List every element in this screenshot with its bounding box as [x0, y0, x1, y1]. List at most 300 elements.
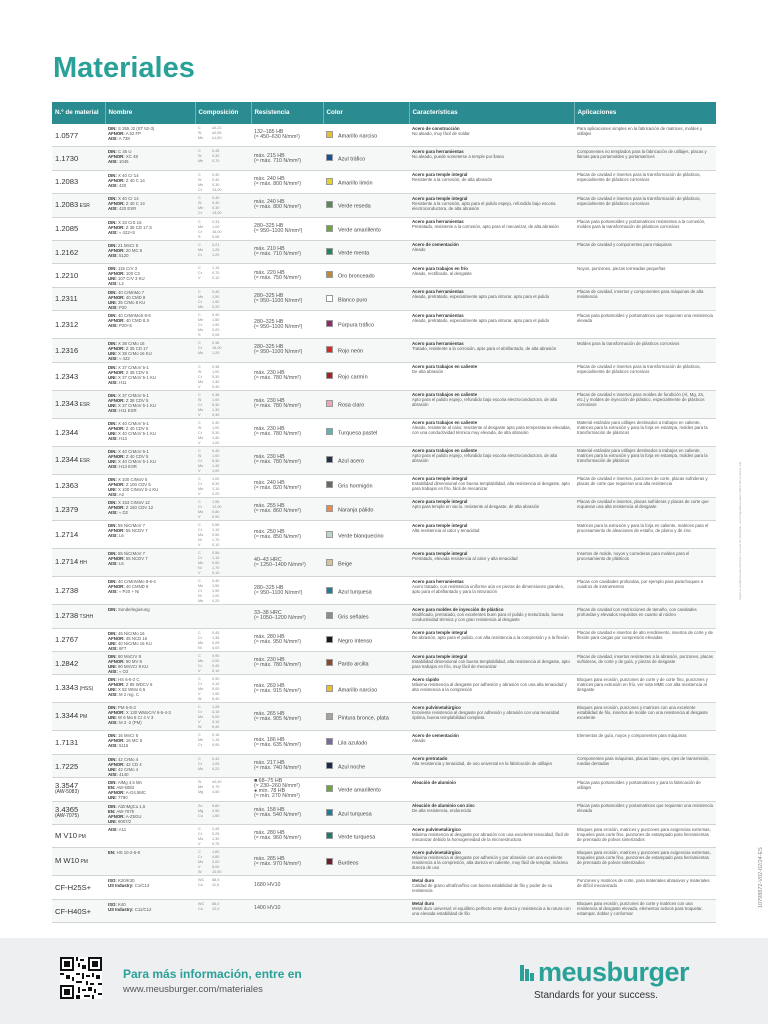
- composition-entry: 0,56: [212, 523, 220, 528]
- standard-value: 40 CrMnMoS 8-6: [118, 313, 151, 319]
- composition-elements: [198, 421, 212, 446]
- composition-entry: V: [198, 491, 201, 496]
- color-swatch-icon: [326, 372, 333, 379]
- standard-value: 55 NCDV 7: [125, 556, 148, 562]
- composition-entry: Cr: [198, 187, 203, 192]
- standard-value: Z 38 CDV 5: [125, 397, 149, 403]
- cell-composition: [195, 754, 251, 777]
- cell-strength: [251, 754, 323, 777]
- composition-elements: [198, 850, 212, 875]
- strength-value: 40–43 HRC: [254, 556, 282, 563]
- composition-entry: V: [198, 276, 201, 281]
- standard-label: AFNOR:: [108, 635, 125, 641]
- cell-composition: [195, 147, 251, 170]
- cell-material-number: [52, 147, 105, 170]
- cell-name: [105, 362, 195, 390]
- standard-label: AISI:: [108, 407, 118, 413]
- cell-applications: [574, 147, 716, 170]
- standard-label: UNI:: [108, 766, 117, 772]
- material-number: 1.3344: [55, 711, 79, 721]
- composition-entry: 1,90: [212, 692, 220, 697]
- strength-value: máx. 230 HB: [254, 398, 285, 405]
- cell-strength: [251, 778, 323, 801]
- composition-entry: Mn: [198, 659, 204, 664]
- composition-entry: 0,10: [212, 543, 220, 548]
- composition-entry: 5,60: [212, 803, 220, 808]
- cell-name: [105, 170, 195, 193]
- strength-value: (≈ máx. 635 N/mm²): [254, 741, 302, 748]
- composition-entry: ≤0,55: [212, 131, 222, 135]
- standard-label: AISI:: [108, 136, 118, 141]
- characteristic-title: Acero para herramientas: [412, 289, 464, 295]
- standard-label: AFNOR:: [108, 528, 125, 534]
- characteristic-text: Aleado: [412, 737, 426, 743]
- composition-entry: 0,70: [212, 271, 220, 276]
- cell-composition: [195, 899, 251, 922]
- application-text: Bloques para erosión, matrices y punzones para exigencias extremas, troqueles para corte fino, punzones de estampado para herramientas de prensado de polvos sinterizados: [577, 826, 711, 842]
- cell-composition: [195, 848, 251, 876]
- cell-material-number: [52, 474, 105, 497]
- meusburger-logo: [520, 957, 716, 987]
- composition-entry: Mo: [198, 328, 204, 333]
- material-suffix: ESR: [78, 401, 90, 408]
- table-row: [52, 876, 716, 899]
- color-swatch-icon: [326, 154, 333, 161]
- composition-entry: 1,00: [212, 224, 220, 229]
- composition-values: [212, 733, 226, 748]
- standard-label: AISI:: [108, 463, 118, 469]
- color-name: Gris señales: [338, 614, 369, 621]
- material-suffix: (HSS): [78, 686, 94, 693]
- composition-entry: Cr: [198, 458, 203, 463]
- composition-values: [212, 757, 226, 772]
- characteristic-title: Acero para temple integral: [412, 630, 468, 636]
- material-number: 1.2738: [55, 610, 79, 620]
- standard-label: AFNOR:: [108, 481, 125, 487]
- strength-value: (≈ 950–1100 N/mm²): [254, 297, 303, 304]
- composition-entry: ≤1,60: [212, 136, 222, 140]
- cell-applications: [574, 362, 716, 390]
- strength-value: máx. 240 HB: [254, 199, 285, 206]
- composition-entry: 1,50: [212, 294, 220, 299]
- composition-entry: 5,30: [212, 374, 220, 379]
- color-name: Azul noche: [338, 764, 366, 771]
- cell-name: [105, 652, 195, 675]
- application-text: Noyos, punzones, piezas torneadas pequeñas: [577, 265, 666, 271]
- cell-color: [323, 147, 409, 170]
- composition-values: [212, 220, 226, 240]
- standard-label: AISI:: [108, 356, 118, 362]
- standard-label: EN:: [108, 850, 116, 856]
- table-row: [52, 264, 716, 287]
- composition-entry: 0,20: [212, 491, 220, 496]
- composition-entry: C: [198, 313, 201, 318]
- characteristic-title: Acero para herramientas: [412, 312, 464, 318]
- composition-entry: V: [198, 468, 201, 473]
- standard-label: AFNOR:: [108, 369, 125, 375]
- cell-composition: [195, 170, 251, 193]
- material-suffix: HH: [78, 560, 87, 567]
- strength-value: (≈ máx. 905 N/mm²): [254, 715, 302, 722]
- standard-value: K20/K30: [118, 878, 135, 884]
- cell-material-number: [52, 418, 105, 446]
- composition-entry: 1,60: [212, 850, 220, 855]
- application-text: Placas de cavidad, insertos resistentes a la abrasión, punzones, placas sufrideras, de corte y de guía, y piezas de desgaste: [577, 653, 713, 664]
- composition-entry: 0,38: [212, 392, 220, 397]
- composition-entry: C: [198, 219, 201, 224]
- cell-strength: [251, 605, 323, 628]
- material-number: 1.2162: [55, 247, 79, 257]
- composition-entry: C: [198, 850, 201, 855]
- characteristic-text: Tratado, resistente a la corrosión, apto para el abrillantado, de alta abrasión: [412, 345, 557, 351]
- table-row: [52, 825, 716, 848]
- composition-entry: 1,30: [212, 379, 220, 384]
- composition-elements: [198, 804, 212, 819]
- standard-label: DIN:: [108, 780, 117, 786]
- strength-value: (≈ máx. 750 N/mm²): [254, 274, 302, 281]
- cell-name: [105, 418, 195, 446]
- standard-label: AISI:: [108, 491, 118, 497]
- color-swatch-icon: [326, 295, 333, 302]
- cell-applications: [574, 778, 716, 801]
- table-row: [52, 240, 716, 263]
- composition-elements: [198, 733, 212, 748]
- strength-value: máx. 255 HB: [254, 503, 285, 510]
- cell-material-number: [52, 287, 105, 310]
- material-number: 1.2344: [55, 454, 79, 464]
- composition-entry: 5,00: [212, 865, 220, 870]
- cell-strength: [251, 390, 323, 418]
- composition-entry: Cr: [198, 743, 203, 748]
- cell-composition: [195, 362, 251, 390]
- standard-label: UNI:: [108, 374, 117, 380]
- composition-elements: [198, 313, 212, 338]
- material-number: 1.2343: [55, 398, 79, 408]
- standard-label: UNI:: [108, 715, 117, 721]
- strength-value: máx. 240 HB: [254, 175, 285, 182]
- composition-values: [212, 850, 226, 875]
- composition-entry: 0,33: [212, 219, 220, 224]
- standard-value: K40: [118, 901, 126, 907]
- characteristic-title: Acero para temple integral: [412, 522, 468, 528]
- composition-values: [212, 551, 226, 576]
- table-row: [52, 287, 716, 310]
- color-swatch-icon: [326, 428, 333, 435]
- cell-applications: [574, 339, 716, 362]
- application-text: Moldes para la transformación de plásticos corrosivos: [577, 340, 680, 346]
- standard-label: AISI:: [108, 379, 118, 385]
- composition-entry: Cr: [198, 832, 203, 837]
- standard-value: Z 85 WDCV 6: [125, 682, 153, 688]
- cell-material-number: [52, 754, 105, 777]
- composition-entry: 1,40: [212, 463, 220, 468]
- standard-label: AFNOR:: [108, 318, 125, 324]
- composition-entry: Mo: [198, 837, 204, 842]
- cell-characteristics: [409, 194, 574, 217]
- composition-elements: [198, 173, 212, 193]
- standard-value: 40 CMD 8.S: [125, 318, 150, 324]
- cell-color: [323, 731, 409, 754]
- characteristic-text: De abrasión, apto para el pulido, con alta resistencia a la compresión y a la flexión: [412, 635, 569, 641]
- cell-characteristics: [409, 848, 574, 876]
- composition-entry: C: [198, 289, 201, 294]
- material-number: 1.7131: [55, 738, 79, 748]
- cell-characteristics: [409, 801, 574, 824]
- composition-entry: 88,5: [212, 878, 220, 883]
- table-row: [52, 605, 716, 628]
- standard-value: 420: [119, 182, 127, 188]
- standard-designation: [108, 827, 192, 832]
- color-name: Verde reseda: [338, 203, 371, 210]
- application-text: Placas de cavidad y componentes para máquinas: [577, 242, 672, 248]
- standard-value: 1045: [119, 159, 129, 165]
- color-swatch-icon: [326, 636, 333, 643]
- characteristic-title: Acero para trabajos en caliente: [412, 448, 478, 454]
- standard-label: DIN:: [108, 476, 117, 482]
- standard-label: DIN:: [108, 630, 117, 636]
- standard-label: AFNOR:: [108, 247, 125, 253]
- characteristic-title: Metal duro: [412, 877, 435, 883]
- standard-value: 42 CrMo 4: [118, 756, 139, 762]
- composition-values: [212, 313, 226, 338]
- composition-entry: V: [198, 865, 201, 870]
- qr-code[interactable]: [60, 957, 102, 999]
- material-number: 1.2316: [55, 345, 79, 355]
- standard-label: AISI:: [108, 589, 118, 595]
- composition-elements: [198, 780, 212, 795]
- standard-label: AFNOR:: [108, 813, 125, 819]
- composition-entry: 1,90: [212, 299, 220, 304]
- cell-characteristics: [409, 418, 574, 446]
- cell-material-number: [52, 731, 105, 754]
- standard-designation: [108, 380, 192, 385]
- composition-entry: Mo: [198, 509, 204, 514]
- standard-value: ≈ O2: [119, 669, 129, 675]
- standard-label: AISI:: [108, 281, 118, 287]
- standard-value: 16 MnCr 5: [118, 733, 139, 739]
- standard-value: H11: [119, 379, 127, 385]
- cell-composition: [195, 418, 251, 446]
- cell-name: [105, 147, 195, 170]
- composition-entry: 0,30: [212, 206, 220, 211]
- table-row: [52, 311, 716, 339]
- material-number: 1.1730: [55, 154, 79, 164]
- color-name: Negro intenso: [338, 638, 373, 645]
- characteristic-title: Acero para herramientas: [412, 148, 464, 154]
- composition-entry: WC: [198, 901, 205, 906]
- cell-characteristics: [409, 605, 574, 628]
- standard-designation: [108, 230, 192, 235]
- cell-material-number: [52, 521, 105, 549]
- color-swatch-icon: [326, 531, 333, 538]
- composition-entry: 11,5: [212, 883, 220, 888]
- standard-label: DIN:: [108, 654, 117, 660]
- composition-entry: 1,90: [212, 589, 220, 594]
- header-composition: Composición: [195, 102, 251, 124]
- material-number-alt: (AW-5083): [55, 789, 79, 796]
- cell-composition: [195, 497, 251, 520]
- footer: [0, 938, 768, 1024]
- standard-designation: [108, 795, 192, 800]
- composition-entry: Mo: [198, 640, 204, 645]
- table-row: [52, 194, 716, 217]
- color-name: Verde menta: [338, 250, 370, 257]
- cell-material-number: [52, 217, 105, 240]
- composition-entry: Mg: [198, 808, 204, 813]
- characteristic-title: Aleación de aluminio con zinc: [412, 803, 475, 809]
- strength-value: (≈ máx. 780 N/mm²): [254, 403, 302, 410]
- composition-entry: 5,30: [212, 481, 220, 486]
- standard-value: 4140: [119, 771, 129, 777]
- characteristic-text: Apto para el pulido espejo, refundido bajo escoria electroconductora, de alta abrasión: [412, 397, 557, 408]
- composition-entry: 0,36: [212, 341, 220, 346]
- standard-label: AFNOR:: [108, 556, 125, 562]
- composition-entry: 12,00: [212, 504, 222, 509]
- standard-label: DIN:: [108, 392, 117, 398]
- composition-entry: C: [198, 172, 201, 177]
- standard-label: UNI:: [108, 687, 117, 693]
- cell-applications: [574, 605, 716, 628]
- standard-label: AISI:: [108, 669, 118, 675]
- strength-value: máx. 269 HB: [254, 682, 285, 689]
- standard-value: 55 NCDV 7: [125, 528, 148, 534]
- cell-material-number: [52, 124, 105, 147]
- composition-entry: 1,60: [212, 813, 220, 818]
- footer-info-title: Para más información, entre en: [123, 967, 302, 981]
- strength-value: máx. 217 HB: [254, 760, 285, 767]
- cell-strength: [251, 474, 323, 497]
- cell-material-number: [52, 825, 105, 848]
- composition-entry: 88,0: [212, 901, 220, 906]
- table-row: [52, 801, 716, 824]
- composition-entry: 0,45: [212, 149, 220, 154]
- composition-entry: 12,0: [212, 906, 220, 911]
- standard-label: UNI:: [108, 664, 117, 670]
- standard-label: AISI:: [108, 159, 118, 165]
- cell-applications: [574, 703, 716, 731]
- composition-values: [212, 500, 226, 520]
- characteristic-title: Acero para trabajos en caliente: [412, 392, 478, 398]
- color-swatch-icon: [326, 201, 333, 208]
- material-number: M V10: [55, 830, 77, 840]
- standard-designation: [108, 159, 192, 164]
- standard-label: AFNOR:: [108, 397, 125, 403]
- application-text: Elementos de guía, noyos y componentes para máquinas: [577, 732, 687, 738]
- cell-color: [323, 825, 409, 848]
- composition-entry: C: [198, 654, 201, 659]
- cell-composition: [195, 825, 251, 848]
- standard-label: AISI:: [108, 509, 118, 515]
- standard-label: AISI:: [108, 206, 118, 212]
- composition-elements: [198, 365, 212, 390]
- standard-label: DIN:: [108, 172, 117, 178]
- cell-name: [105, 731, 195, 754]
- cell-composition: [195, 577, 251, 605]
- application-text: Bloques para erosión, matrices y punzones para exigencias extremas, troqueles para corte fino, punzones de estampado para herramientas de prensado de polvos sinterizados: [577, 849, 711, 865]
- color-name: Burdeos: [338, 860, 359, 867]
- standard-value: H11 ESR: [119, 407, 137, 413]
- cell-name: [105, 577, 195, 605]
- characteristic-text: Alta resistencia al calor y tenacidad: [412, 527, 480, 533]
- standard-label: DIN:: [108, 126, 117, 131]
- standard-value: A 738: [118, 136, 130, 141]
- composition-entry: Si: [198, 131, 202, 135]
- application-text: Placas de cavidad e insertos para moldes de fundición (Al, Mg, Zn, etc.) y moldes de inyección de plástico, especialmente de plásticos corrosivos: [577, 392, 705, 408]
- cell-applications: [574, 311, 716, 339]
- standard-designation: [108, 607, 192, 612]
- standard-value: 45 NCD 16: [125, 635, 148, 641]
- cell-name: [105, 675, 195, 703]
- cell-name: [105, 549, 195, 577]
- characteristic-text: Metal duro universal: el equilibrio perfecto entre dureza y resistencia a la rotura con una elevada estabilidad de filo: [412, 906, 571, 917]
- composition-entry: Mo: [198, 715, 204, 720]
- standard-label: DIN:: [108, 242, 117, 248]
- cell-composition: [195, 339, 251, 362]
- standard-value: X 40 CrMoV 5-1: [118, 420, 149, 426]
- composition-elements: [198, 579, 212, 604]
- color-name: Turquesa pastel: [338, 430, 378, 437]
- characteristic-title: Acero para herramientas: [412, 219, 464, 225]
- header-name: Nombre: [105, 102, 195, 124]
- standard-value: 42 CrMo 4: [118, 766, 139, 772]
- standard-label: AFNOR:: [108, 453, 125, 459]
- table-row: [52, 170, 716, 193]
- header-applications: Aplicaciones: [574, 102, 716, 124]
- composition-entry: Mn: [198, 247, 204, 252]
- composition-entry: 0,50: [212, 533, 220, 538]
- characteristic-title: Acero para trabajos en caliente: [412, 420, 478, 426]
- composition-entry: C: [198, 827, 201, 832]
- color-swatch-icon: [326, 400, 333, 407]
- standard-label: AISI:: [108, 533, 118, 539]
- cell-composition: [195, 217, 251, 240]
- strength-value: ● mín. 78 HB: [254, 788, 286, 795]
- cell-name: [105, 311, 195, 339]
- composition-entry: 0,10: [212, 571, 220, 576]
- standard-label: DIN:: [108, 149, 117, 155]
- standard-value: X 40 Cr 14: [118, 172, 139, 178]
- cell-characteristics: [409, 446, 574, 474]
- composition-entry: 0,90: [212, 654, 220, 659]
- standard-designation: [108, 206, 192, 211]
- material-number: 1.2085: [55, 224, 79, 234]
- cell-color: [323, 287, 409, 310]
- composition-entry: 1,55: [212, 499, 220, 504]
- color-name: Beige: [338, 561, 353, 568]
- standard-designation: [108, 692, 192, 697]
- color-name: Verde turquesa: [338, 834, 376, 841]
- composition-entry: V: [198, 412, 201, 417]
- cell-material-number: [52, 170, 105, 193]
- standard-label: DIN:: [108, 341, 117, 347]
- footer-url-link[interactable]: www.meusburger.com/materiales: [123, 984, 263, 995]
- cell-composition: [195, 801, 251, 824]
- composition-entry: 0,42: [212, 756, 220, 761]
- strength-value: (≈ máx. 800 N/mm²): [254, 180, 302, 187]
- composition-values: [212, 173, 226, 193]
- cell-applications: [574, 170, 716, 193]
- table-row: [52, 899, 716, 922]
- cell-color: [323, 418, 409, 446]
- color-swatch-icon: [326, 738, 333, 745]
- standard-label: AFNOR:: [108, 738, 125, 744]
- cell-name: [105, 605, 195, 628]
- standard-value: A2: [118, 491, 125, 497]
- standard-designation: [108, 408, 192, 413]
- characteristic-title: Acero para trabajos en caliente: [412, 364, 478, 370]
- application-text: Placas para portamoldes y portamatrices y para la fabricación de utillajes: [577, 779, 701, 790]
- material-number: 1.2311: [55, 294, 78, 304]
